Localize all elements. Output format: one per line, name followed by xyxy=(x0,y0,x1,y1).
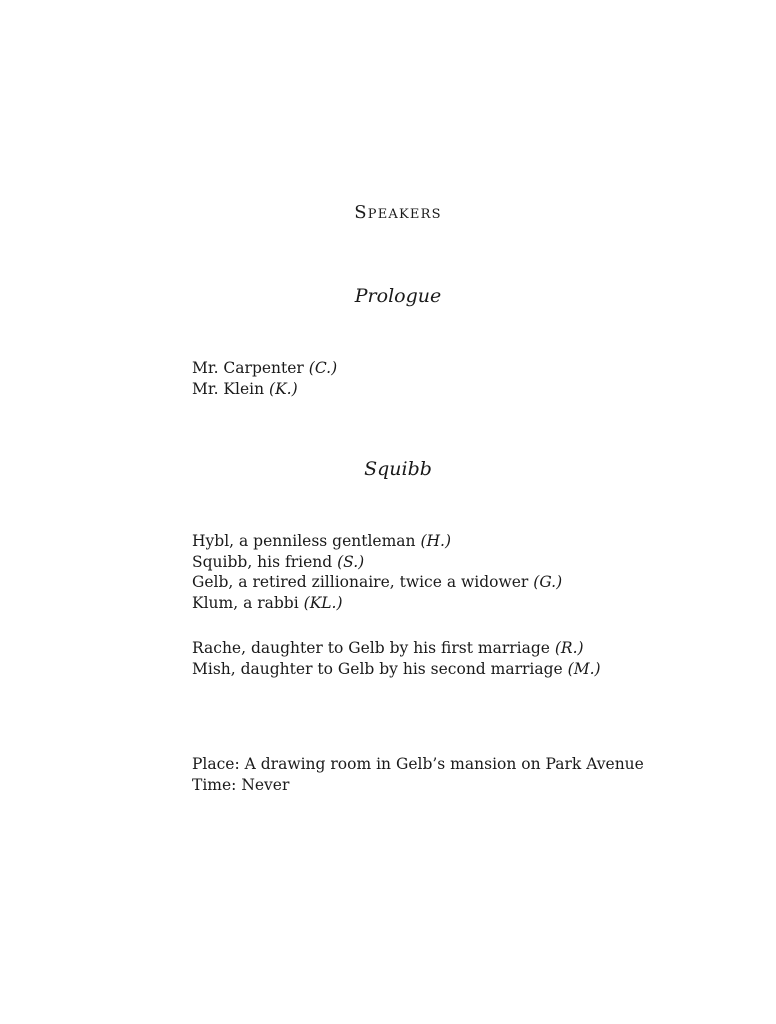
speaker-abbreviation: (R.) xyxy=(554,639,584,657)
speaker-name: Hybl, a penniless gentleman xyxy=(192,532,416,550)
speaker-entry xyxy=(192,358,752,379)
speakers-heading: Speakers xyxy=(354,202,442,223)
speaker-abbreviation: (C.) xyxy=(308,359,338,377)
prologue-title: Prologue xyxy=(354,285,442,307)
speaker-name: Rache, daughter to Gelb by his first marriage xyxy=(192,639,550,657)
speaker-name: Mr. Carpenter xyxy=(192,359,304,377)
speaker-name: Mr. Klein xyxy=(192,379,265,398)
speaker-entry xyxy=(192,379,752,400)
speaker-name: Squibb, his friend xyxy=(192,552,333,571)
speaker-entry xyxy=(192,659,752,680)
speaker-entry xyxy=(192,593,752,614)
speaker-abbreviation: (K.) xyxy=(269,379,298,398)
speaker-abbreviation: (H.) xyxy=(420,532,452,550)
speaker-abbreviation: (KL.) xyxy=(303,593,343,612)
speaker-entry xyxy=(192,552,752,573)
speaker-name: Mish, daughter to Gelb by his second marriage xyxy=(192,659,563,678)
squibb-speaker-list xyxy=(192,531,752,613)
squibb-daughters-list xyxy=(192,638,752,679)
speaker-abbreviation: (M.) xyxy=(567,659,601,678)
speaker-abbreviation: (S.) xyxy=(337,552,365,571)
squibb-title: Squibb xyxy=(364,458,432,480)
speaker-name: Klum, a rabbi xyxy=(192,593,299,612)
setting-block xyxy=(192,754,752,795)
speaker-entry xyxy=(192,638,752,659)
speaker-entry xyxy=(192,531,752,552)
time-line: Time: Never xyxy=(192,775,290,794)
place-line: Place: A drawing room in Gelb’s mansion on Park Avenue xyxy=(192,755,644,773)
speaker-entry xyxy=(192,572,752,593)
prologue-speaker-list xyxy=(192,358,752,399)
speaker-name: Gelb, a retired zillionaire, twice a widower xyxy=(192,573,529,591)
speaker-abbreviation: (G.) xyxy=(533,573,563,591)
